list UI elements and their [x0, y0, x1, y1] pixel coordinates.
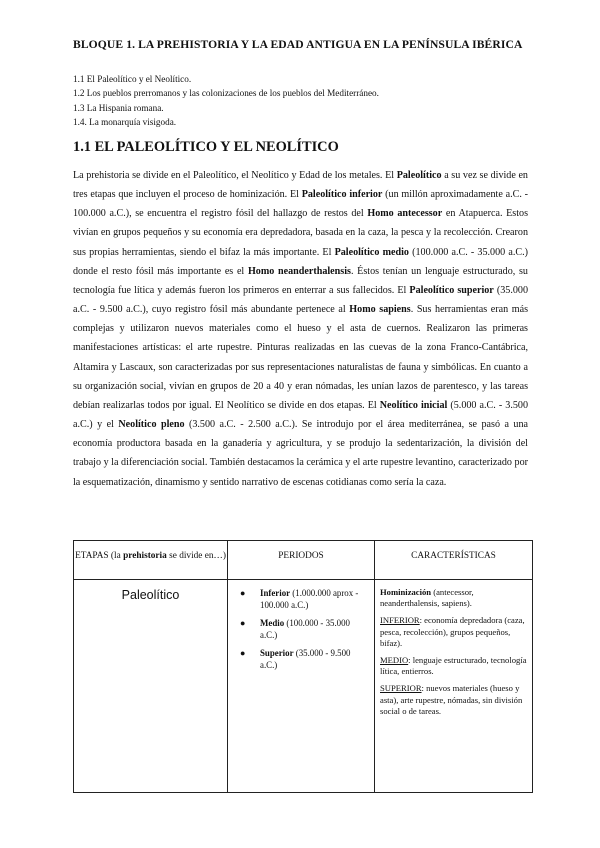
text-run: (un millón aproximadamente a.C. - 100.000 a.C.), se encuentra el registro fósil del hallazgo de restos del — [73, 189, 528, 220]
cell-periodos — [228, 580, 375, 793]
toc-item: 1.3 La Hispania romana. — [73, 102, 164, 113]
bullet-icon: ● — [240, 618, 246, 629]
caracteristica-text: : lenguaje estructurado, tecnología lítica, entierros. — [380, 655, 527, 677]
text-run: (3.500 a.C. - 2.500 a.C.). Se introdujo por el área mediterránea, se pasó a una economía productora basada en la ganadería y agricultura, y se produjo la sedentarización, la división del trabajo y la diferenciación social. También destacamos la cerámica y el arte rupestre levantino, caracterizado por la esquematización, dinamismo y sentido narrativo de escenas cotidianas como sería la caza. — [73, 419, 528, 488]
toc-item: 1.2 Los pueblos prerromanos y las colonizaciones de los pueblos del Mediterráneo. — [73, 88, 379, 99]
header-text: se divide en…) — [166, 551, 226, 561]
bold-term: Homo neanderthalensis — [247, 265, 351, 277]
header-cell-periodos — [228, 541, 375, 580]
header-cell-etapas — [74, 541, 228, 580]
periodos-list — [228, 580, 374, 672]
list-item — [240, 648, 368, 671]
text-run: a su vez se divide en tres etapas que incluyen el proceso de hominización. El — [73, 170, 528, 201]
header-text: PERIODOS — [278, 551, 324, 561]
caracteristica-label: SUPERIOR — [380, 683, 422, 694]
list-item — [240, 588, 368, 611]
period-name: Inferior — [260, 588, 291, 598]
table-of-contents — [73, 72, 379, 129]
bold-term: Paleolítico superior — [409, 284, 494, 296]
period-range: (100.000 - 35.000 a.C.) — [260, 618, 350, 640]
period-name: Superior — [260, 648, 294, 659]
text-run: La prehistoria se divide en el Paleolítico, el Neolítico y Edad de los metales. El — [73, 170, 397, 181]
text-run: (35.000 a.C. - 9.500 a.C.), cuyo registro fósil más abundante pertenece al — [73, 284, 528, 316]
bold-term: Paleolítico medio — [334, 246, 409, 258]
caracteristica-label: MEDIO — [380, 655, 409, 666]
text-run: (100.000 a.C. - 35.000 a.C.) donde el resto fósil más importante es el — [73, 246, 528, 277]
bold-term: Neolítico pleno — [118, 419, 185, 431]
list-item — [240, 618, 368, 641]
stages-table — [73, 540, 533, 793]
table-row — [74, 580, 533, 793]
etapa-label: Paleolítico — [121, 588, 180, 602]
text-run: (5.000 a.C. - 3.500 a.C.) y el — [73, 399, 529, 431]
caracteristica-label: INFERIOR — [380, 615, 420, 626]
bullet-icon: ● — [240, 588, 246, 598]
caracteristicas-content — [375, 580, 532, 717]
body-paragraph — [73, 166, 528, 492]
text-run: . Éstos tenían un lenguaje estructurado, su tecnología fue lítica y además fueron los primeros en enterrar a sus fallecidos. El — [73, 265, 528, 296]
text-run: . Sus herramientas eran más complejas y utilizaron nuevos materiales como el hueso y el asta de cuernos. Realizaron las primeras manifestaciones artísticas: el arte rupestre. Pinturas realizadas en las cuevas de la zona Franco-Cantábrica, Altamira y Lascaux, son caracterizadas por sus representaciones naturalistas de fauna y simbólicas. En cuanto a su organización social, vivían en grupos de 20 a 40 y eran nómadas, les unían lazos de parentesco, y las tareas debían realizarlas todos por igual. El Neolítico se divide en dos etapas. El — [73, 304, 528, 411]
caracteristica-inferior — [380, 615, 527, 649]
cell-caracteristicas — [375, 580, 533, 793]
header-cell-caracteristicas — [375, 541, 533, 580]
caracteristica-label: Hominización — [380, 587, 432, 597]
bold-term: Homo sapiens — [349, 304, 411, 316]
header-text: CARACTERÍSTICAS — [411, 551, 496, 561]
period-name: Medio — [260, 618, 285, 629]
period-range: (35.000 - 9.500 a.C.) — [260, 648, 351, 670]
header-text: ETAPAS (la — [75, 551, 124, 561]
header-bold-text: prehistoria — [123, 551, 167, 561]
bold-term: Paleolítico — [396, 170, 442, 181]
text-run: en Atapuerca. Estos vivían en grupos pequeños y su economía era depredadora, basada en la caza, la pesca y la recolección. Crearon sus propias herramientas, siendo el bifaz la más importante. El — [73, 208, 528, 258]
toc-item: 1.1 El Paleolítico y el Neolítico. — [73, 74, 192, 84]
bold-term: Paleolítico inferior — [301, 189, 383, 201]
caracteristica-superior — [380, 683, 527, 717]
period-range: (1.000.000 aprox - 100.000 a.C.) — [260, 588, 359, 610]
caracteristica-text: (antecessor, neanderthalensis, sapiens). — [380, 587, 474, 609]
toc-item: 1.4. La monarquía visigoda. — [73, 116, 177, 127]
table-header-row — [74, 541, 533, 580]
bold-term: Homo antecessor — [367, 208, 443, 220]
caracteristica-text: : nuevos materiales (hueso y asta), arte rupestre, nómadas, sin división social o de tareas. — [380, 683, 523, 716]
caracteristica-medio — [380, 655, 527, 677]
cell-etapa — [74, 580, 228, 793]
caracteristica-hominizacion — [380, 587, 527, 609]
section-heading: 1.1 EL PALEOLÍTICO Y EL NEOLÍTICO — [73, 139, 339, 155]
caracteristica-text: : economía depredadora (caza, pesca, recolección), grupos pequeños, bifaz). — [380, 615, 525, 648]
document-title: BLOQUE 1. LA PREHISTORIA Y LA EDAD ANTIGUA EN LA PENÍNSULA IBÉRICA — [73, 38, 523, 51]
bullet-icon: ● — [240, 648, 246, 659]
bold-term: Neolítico inicial — [379, 399, 448, 411]
